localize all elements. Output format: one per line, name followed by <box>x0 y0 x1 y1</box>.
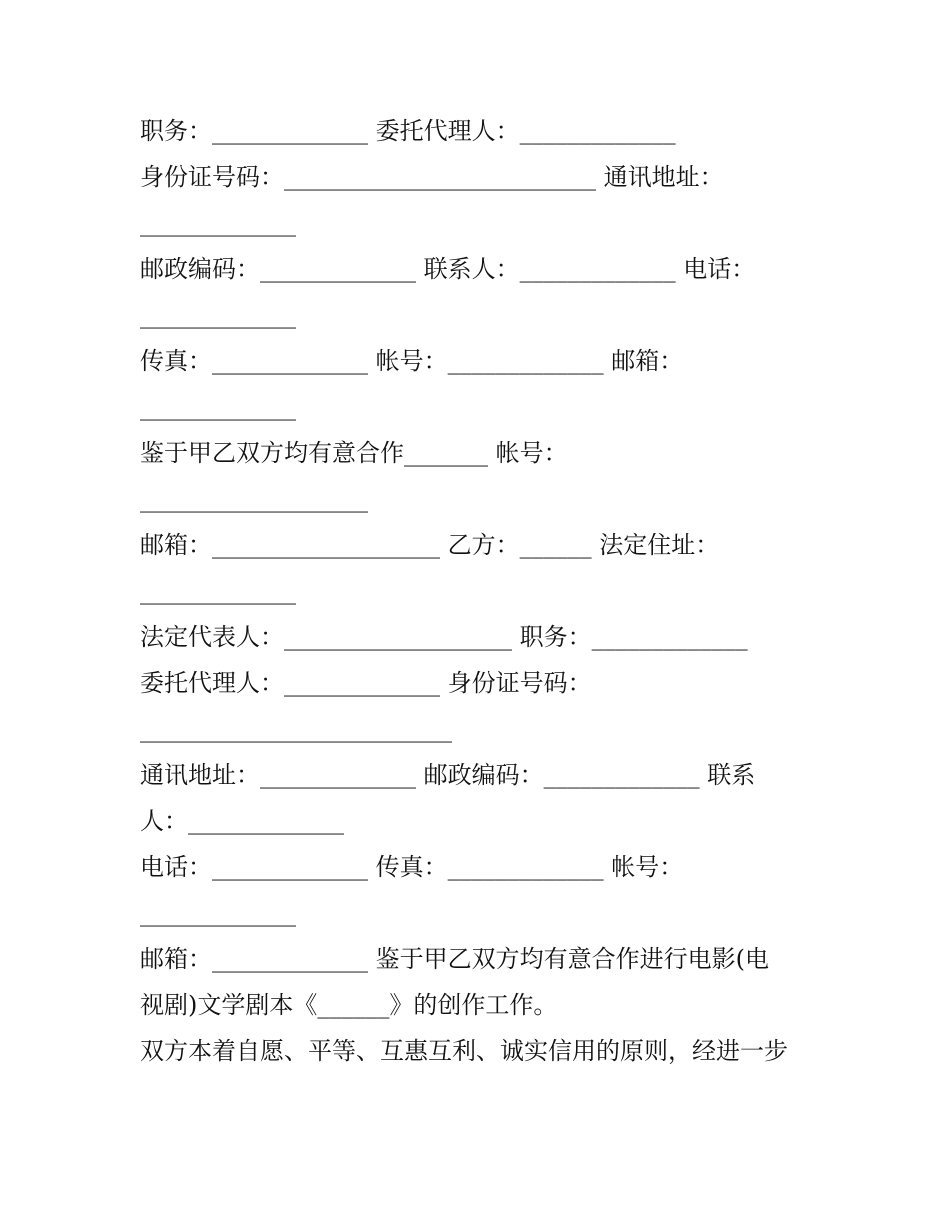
text-line: 委托代理人：_____________ 身份证号码： <box>140 669 592 697</box>
text-line: _____________ <box>140 577 296 605</box>
text-line: 双方本着自愿、平等、互惠互利、诚实信用的原则，经进一步 <box>140 1037 788 1065</box>
text-line: 通讯地址：_____________ 邮政编码：_____________ 联系 <box>140 761 756 789</box>
text-line: 邮政编码：_____________ 联系人：_____________ 电话： <box>140 255 756 283</box>
text-line: _____________ <box>140 393 296 421</box>
text-line: 视剧)文学剧本《______》的创作工作。 <box>140 991 558 1019</box>
text-line: _____________ <box>140 301 296 329</box>
text-line: __________________________ <box>140 715 452 743</box>
text-line: 邮箱：_____________ 鉴于甲乙双方均有意合作进行电影(电 <box>140 945 769 973</box>
text-line: 传真：_____________ 帐号：_____________ 邮箱： <box>140 347 684 375</box>
text-line: 鉴于甲乙双方均有意合作_______ 帐号： <box>140 439 568 467</box>
text-line: 邮箱：___________________ 乙方：______ 法定住址： <box>140 531 720 559</box>
text-line: _____________ <box>140 209 296 237</box>
text-line: 身份证号码：__________________________ 通讯地址： <box>140 163 724 191</box>
document-body <box>140 108 820 1074</box>
text-line: ___________________ <box>140 485 368 513</box>
text-line: 职务：_____________ 委托代理人：_____________ <box>140 117 676 145</box>
text-line: 人：_____________ <box>140 807 344 835</box>
text-line: 电话：_____________ 传真：_____________ 帐号： <box>140 853 684 881</box>
text-line: 法定代表人：___________________ 职务：_____________ <box>140 623 748 651</box>
text-line: _____________ <box>140 899 296 927</box>
